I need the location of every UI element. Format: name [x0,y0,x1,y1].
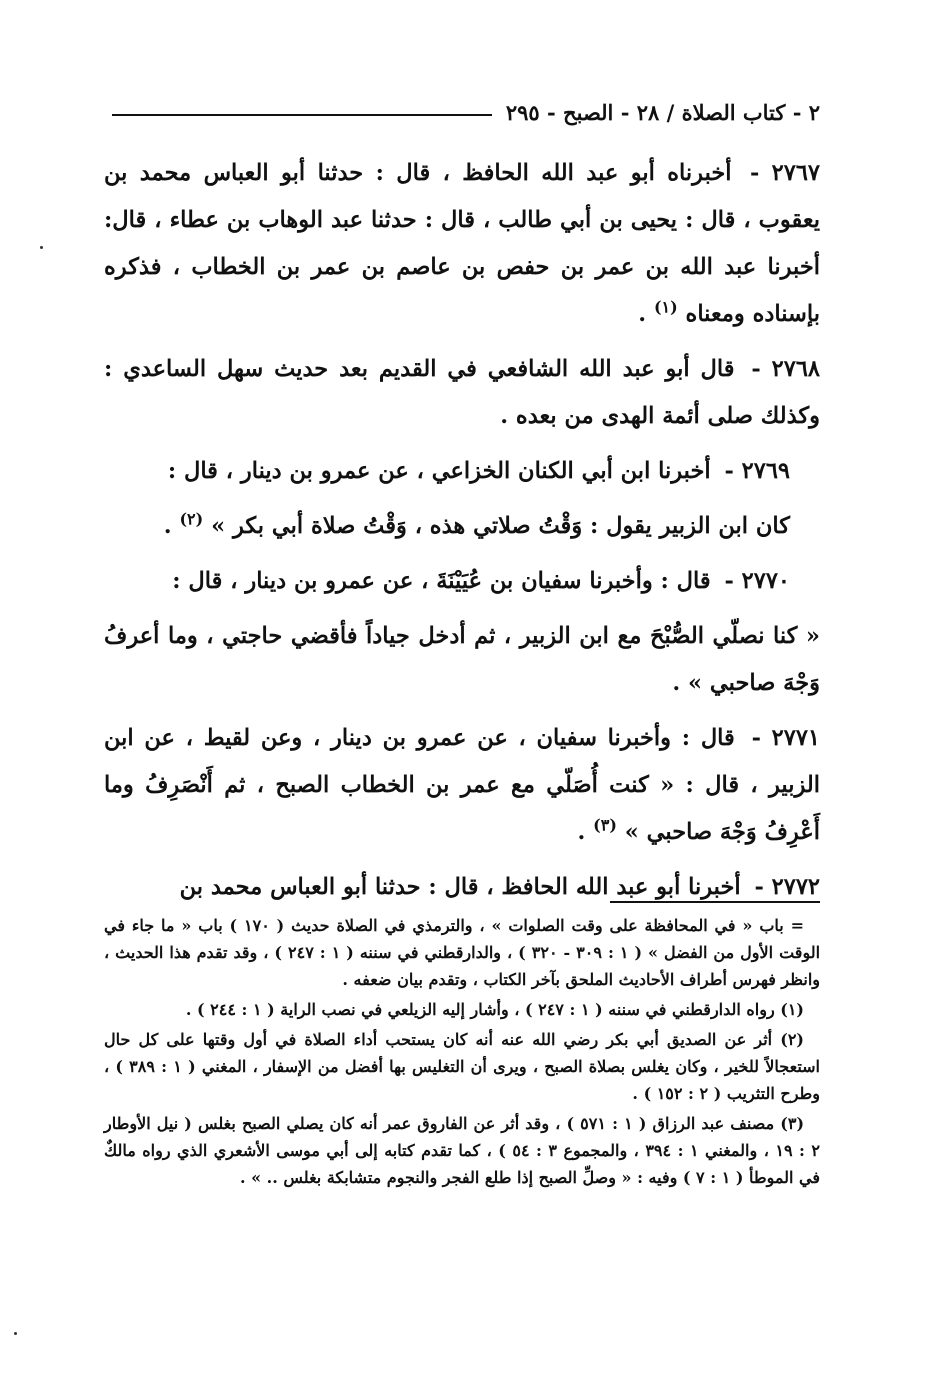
hadith-text: « كنا نصلّي الصُّبْحَ مع ابن الزبير ، ثم أدخل جياداً فأقضي حاجتي ، وما أعرفُ وَجْهَ صاحبي » . [104,623,820,696]
hadith-text: كان ابن الزبير يقول : وَقْتُ صلاتي هذه ، وَقْتُ صلاة أبي بكر » [211,513,790,539]
footnote-reference: (٣) [593,815,617,835]
paragraph-end: . [577,819,586,845]
footnote-reference: (٢) [179,509,204,529]
running-header-title: ٢ - كتاب الصلاة / ٢٨ - الصبح - ٢٩٥ [505,99,820,125]
hadith-text: قال : وأخبرنا سفيان بن عُيَيْنَةَ ، عن عمرو بن دينار ، قال : [172,568,711,594]
footnote-continuation: = باب « في المحافظة على وقت الصلوات » ، والترمذي في الصلاة حديث ( ١٧٠ ) باب « ما جاء في الوقت الأول من الفضل » ( ١ : ٣٠٩ - ٣٢٠ ) ، والدارقطني في سننه ( ١ : ٢٤٧ ) ، وقد تقدم هذا الحديث ، وانظر فهرس أطراف الأحاديث الملحق بآخر الكتاب ، وتقدم بيان ضعفه . [104,916,821,989]
hadith-paragraph [104,150,820,338]
hadith-text: أخبرنا ابن أبي الكنان الخزاعي ، عن عمرو بن دينار ، قال : [167,458,711,484]
scan-speck [40,246,43,249]
hadith-paragraph [104,613,820,707]
hadith-paragraph [104,503,820,550]
footnote-2: (٢) أثر عن الصديق أبي بكر رضي الله عنه أنه كان يستحب أداء الصلاة في أول وقتها على كل حال استعجالاً للخير ، وكان يغلس بصلاة الصبح ، ويرى أن التغليس بها أفضل من الإسفار ، المغني ( ١ : ٣٨٩ ) ، وطرح التثريب ( ٢ : ١٥٢ ) . [104,1030,820,1103]
footnote-3: (٣) مصنف عبد الرزاق ( ١ : ٥٧١ ) ، وقد أثر عن الفاروق عمر أنه كان يصلي الصبح بغلس ( نيل الأوطار ٢ : ١٩ ، والمغني ١ : ٣٩٤ ، والمجموع ٣ : ٥٤ ) ، كما تقدم كتابه إلى أبي موسى الأشعري الذي رواه مالكٌ في الموطأ ( ١ : ٧ ) وفيه : « وصلِّ الصبح إذا طلع الفجر والنجوم متشابكة بغلس .. » . [104,1114,821,1187]
hadith-number: ٢٧٧١ - [751,725,820,751]
hadith-paragraph [104,448,820,495]
main-text [104,150,820,919]
hadith-text: أخبرنا أبو عبد الله الحافظ ، قال : حدثنا أبو العباس محمد بن [179,874,741,900]
hadith-text: أخبرناه أبو عبد الله الحافظ ، قال : حدثنا أبو العباس محمد بن يعقوب ، قال : يحيى بن أبي طالب ، قال : حدثنا عبد الوهاب بن عطاء ، قال: أخبرنا عبد الله بن عمر بن حفص بن عاصم بن عمر بن الخطاب ، فذكره بإسناده ومعناه [104,160,820,327]
hadith-number: ٢٧٦٨ - [751,356,821,382]
hadith-paragraph [104,346,820,440]
hadith-number: ٢٧٦٧ - [749,160,821,186]
hadith-paragraph [104,864,820,911]
paragraph-end: . [638,301,647,327]
footnote-1: (١) رواه الدارقطني في سننه ( ١ : ٢٤٧ ) ، وأشار إليه الزيلعي في نصب الراية ( ١ : ٢٤٤ ) . [185,1000,804,1019]
hadith-text: قال أبو عبد الله الشافعي في القديم بعد حديث سهل الساعدي : وكذلك صلى أئمة الهدى من بعده . [104,356,820,429]
hadith-text: قال : وأخبرنا سفيان ، عن عمرو بن دينار ، وعن لقيط ، عن ابن الزبير ، قال : « كنت أُصَلّي مع عمر بن الخطاب الصبح ، ثم أَنْصَرِفُ وما أَعْرِفُ وَجْهَ صاحبي » [104,725,820,845]
hadith-number: ٢٧٧٠ - [724,568,790,594]
header-rule [112,114,492,116]
hadith-number: ٢٧٧٢ - [754,874,820,900]
running-header [112,92,820,132]
hadith-paragraph [104,715,820,856]
footnote-separator [610,901,820,903]
paragraph-end: . [163,513,172,539]
hadith-paragraph [104,558,820,605]
hadith-number: ٢٧٦٩ - [724,458,790,484]
footnotes [104,912,820,1194]
footnote-reference: (١) [653,297,678,317]
scan-speck [14,1332,17,1335]
